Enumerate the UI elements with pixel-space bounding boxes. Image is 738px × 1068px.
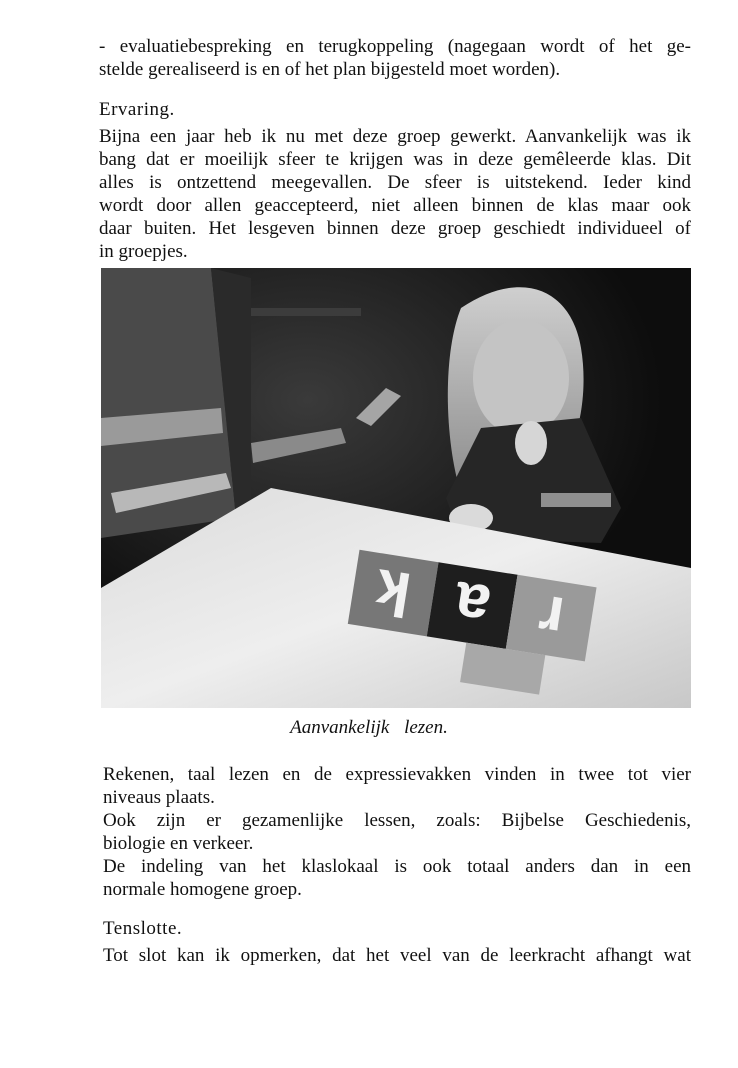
tenslotte-paragraph	[103, 944, 691, 967]
text-line: Ook zijn er gezamenlijke lessen, zoals: Bijbelse Geschiedenis,	[103, 810, 691, 831]
card-letter: k	[370, 555, 416, 629]
curriculum-paragraph	[103, 763, 691, 901]
text-line: daar buiten. Het lesgeven binnen deze groep geschiedt individueel of	[99, 218, 691, 239]
intro-paragraph	[99, 35, 691, 81]
text-line: De indeling van het klaslokaal is ook totaal anders dan in een	[103, 856, 691, 877]
card-letter: a	[449, 567, 495, 642]
ervaring-paragraph	[99, 125, 691, 263]
text-line: wordt door allen geaccepteerd, niet alleen binnen de klas maar ook	[99, 195, 691, 216]
classroom-photo-drawing	[101, 268, 691, 708]
classroom-photo	[101, 268, 691, 708]
text-line: normale homogene groep.	[103, 879, 302, 900]
section-heading-tenslotte: Tenslotte.	[103, 918, 183, 939]
text-line: Bijna een jaar heb ik nu met deze groep gewerkt. Aanvankelijk was ik	[99, 126, 691, 147]
text-line: bang dat er moeilijk sfeer te krijgen was in deze gemêleerde klas. Dit	[99, 149, 691, 170]
section-heading-ervaring: Ervaring.	[99, 99, 175, 120]
text-line: niveaus plaats.	[103, 787, 215, 808]
text-line: stelde gerealiseerd is en of het plan bijgesteld moet worden).	[99, 59, 561, 80]
text-line: - evaluatiebespreking en terugkoppeling (nagegaan wordt of het ge-	[99, 36, 691, 57]
text-line: Tot slot kan ik opmerken, dat het veel van de leerkracht afhangt wat	[103, 945, 691, 966]
text-line: biologie en verkeer.	[103, 833, 254, 854]
figure-caption: Aanvankelijk lezen.	[290, 717, 448, 738]
card-letter: r	[534, 581, 569, 654]
text-line: Rekenen, taal lezen en de expressievakken vinden in twee tot vier	[103, 764, 691, 785]
text-line: in groepjes.	[99, 241, 188, 262]
text-line: alles is ontzettend meegevallen. De sfeer is uitstekend. Ieder kind	[99, 172, 691, 193]
